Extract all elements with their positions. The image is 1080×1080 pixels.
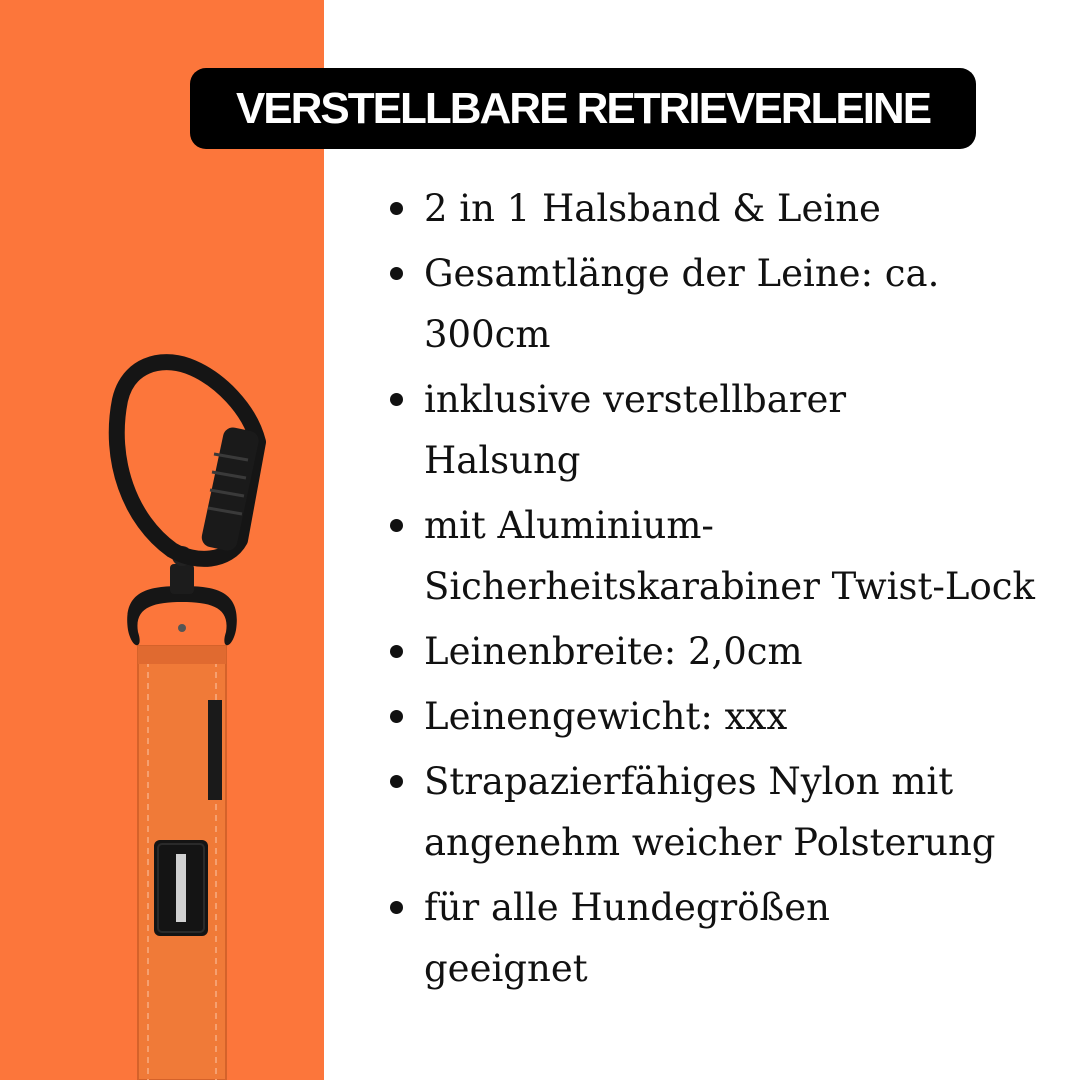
bullet-icon	[390, 710, 403, 723]
feature-item	[388, 178, 1068, 239]
feature-item	[388, 621, 1068, 682]
feature-text: Leinengewicht: xxx	[424, 695, 788, 738]
carabiner-icon	[117, 362, 261, 559]
feature-text: Leinenbreite: 2,0cm	[424, 630, 803, 673]
feature-text: Gesamtlänge der Leine: ca. 300cm	[424, 252, 940, 356]
bullet-icon	[390, 901, 403, 914]
bullet-icon	[390, 519, 403, 532]
feature-item	[388, 877, 944, 999]
woofed-logo-icon	[154, 840, 208, 936]
feature-item	[388, 495, 1064, 617]
feature-text: mit Aluminium-Sicherheitskarabiner Twist-Lock	[424, 504, 1035, 608]
feature-item	[388, 751, 1068, 873]
feature-text: 2 in 1 Halsband & Leine	[424, 187, 881, 230]
feature-item	[388, 369, 924, 491]
feature-list	[388, 178, 1068, 1003]
page-title: VERSTELLBARE RETRIEVERLEINE	[235, 83, 931, 133]
bullet-icon	[390, 202, 403, 215]
bullet-icon	[390, 775, 403, 788]
leash-product-image	[100, 350, 290, 1080]
bullet-icon	[390, 393, 403, 406]
feature-text: inklusive verstellbarer Halsung	[424, 378, 847, 482]
feature-text: Strapazierfähiges Nylon mit angenehm weicher Polsterung	[424, 760, 996, 864]
bullet-icon	[390, 267, 403, 280]
feature-item	[388, 243, 944, 365]
title-banner	[190, 68, 976, 149]
bullet-icon	[390, 645, 403, 658]
feature-text: für alle Hundegrößen geeignet	[424, 886, 830, 990]
feature-item	[388, 686, 1068, 747]
